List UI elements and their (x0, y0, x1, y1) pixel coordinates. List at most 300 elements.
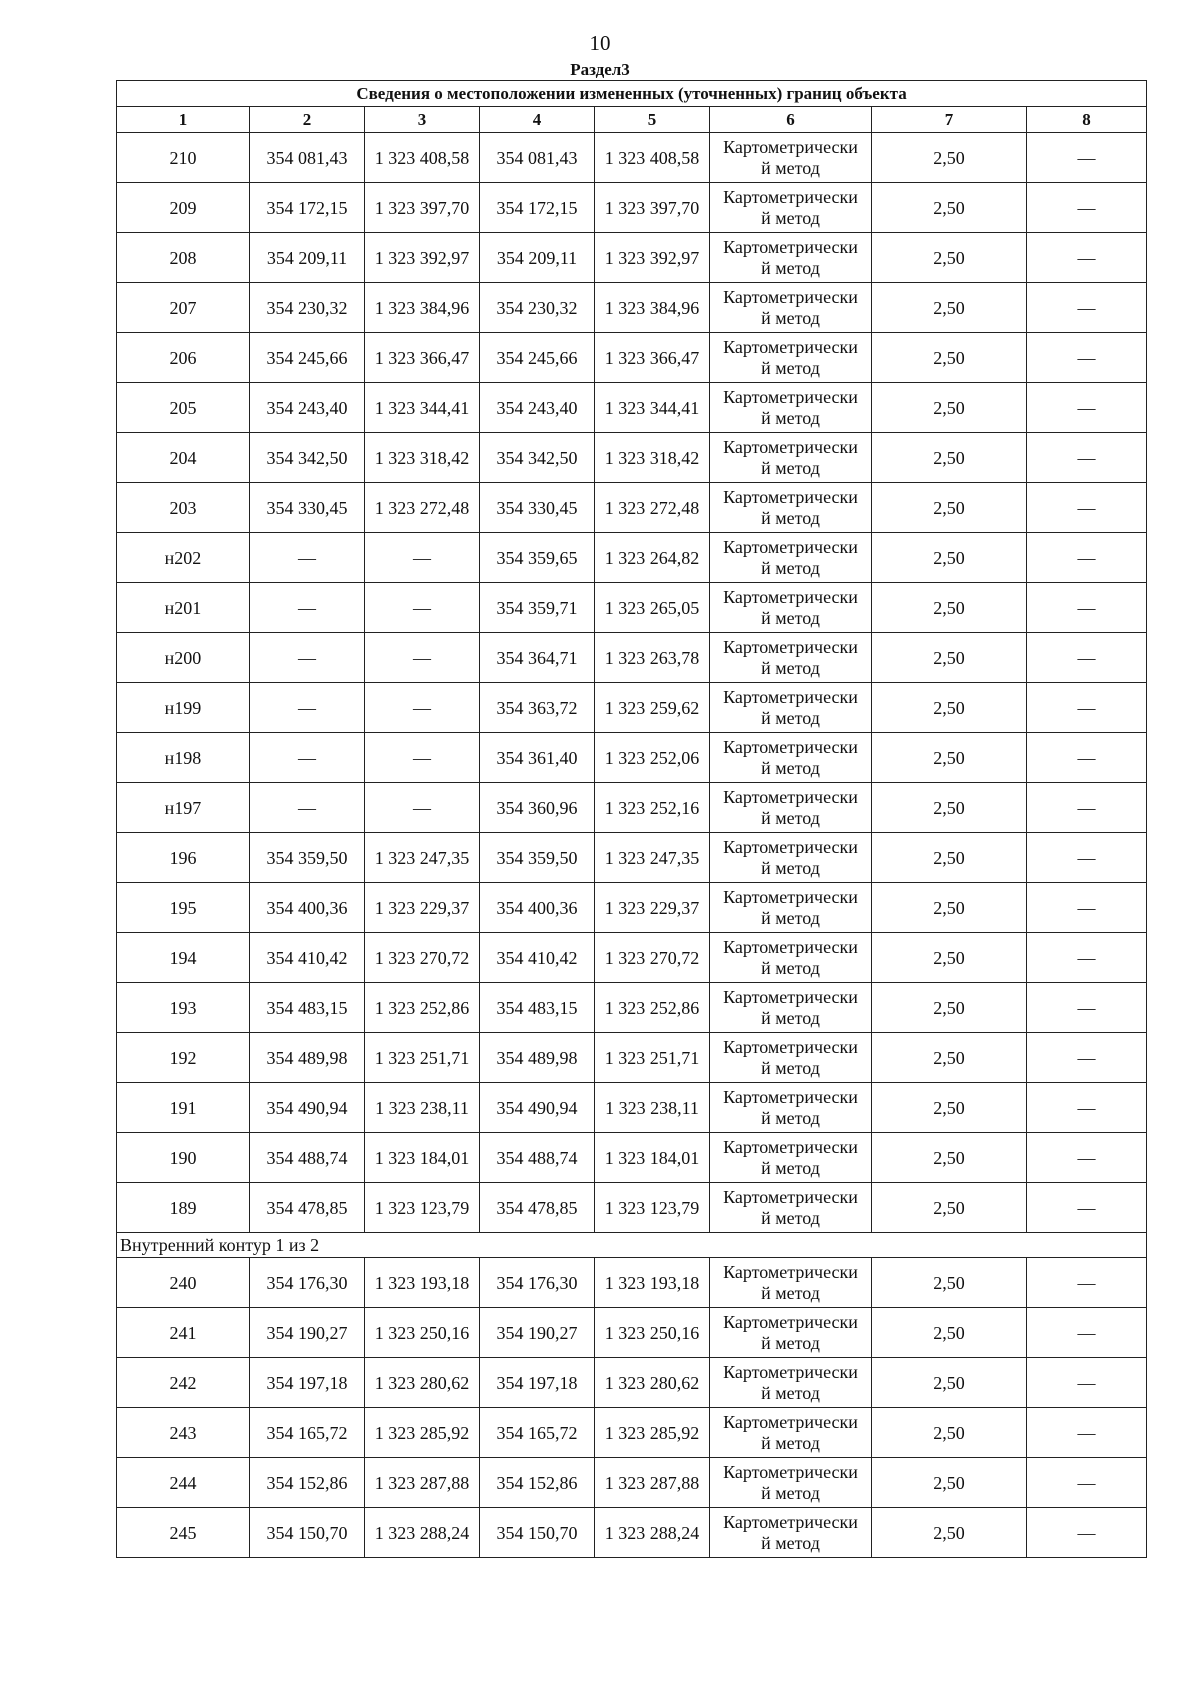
existing-x-cell: 354 176,30 (250, 1258, 365, 1308)
method-line: Картометрически (723, 286, 858, 307)
table-row (117, 133, 1147, 183)
precision-cell: 2,50 (872, 183, 1027, 233)
method-cell (710, 583, 872, 633)
column-number: 6 (710, 107, 872, 133)
column-numbers-row (117, 107, 1147, 133)
method-line: Картометрически (723, 1461, 858, 1482)
new-y-cell: 1 323 272,48 (595, 483, 710, 533)
new-x-cell: 354 400,36 (480, 883, 595, 933)
existing-y-cell: 1 323 251,71 (365, 1033, 480, 1083)
table-row (117, 383, 1147, 433)
existing-x-cell: 354 152,86 (250, 1458, 365, 1508)
note-cell: — (1027, 683, 1147, 733)
method-line: й метод (761, 357, 820, 378)
new-y-cell: 1 323 270,72 (595, 933, 710, 983)
new-y-cell: 1 323 408,58 (595, 133, 710, 183)
point-number-cell: 204 (117, 433, 250, 483)
new-y-cell: 1 323 384,96 (595, 283, 710, 333)
table-caption: Сведения о местоположении измененных (уточненных) границ объекта (117, 81, 1147, 107)
existing-y-cell: — (365, 683, 480, 733)
new-x-cell: 354 230,32 (480, 283, 595, 333)
existing-y-cell: 1 323 288,24 (365, 1508, 480, 1558)
method-cell (710, 783, 872, 833)
precision-cell: 2,50 (872, 1133, 1027, 1183)
existing-x-cell: 354 243,40 (250, 383, 365, 433)
table-row (117, 633, 1147, 683)
column-number: 7 (872, 107, 1027, 133)
table-row (117, 933, 1147, 983)
method-line: Картометрически (723, 686, 858, 707)
precision-cell: 2,50 (872, 133, 1027, 183)
column-number: 5 (595, 107, 710, 133)
method-cell (710, 483, 872, 533)
point-number-cell: 244 (117, 1458, 250, 1508)
existing-y-cell: 1 323 280,62 (365, 1358, 480, 1408)
new-y-cell: 1 323 252,16 (595, 783, 710, 833)
new-y-cell: 1 323 366,47 (595, 333, 710, 383)
method-cell (710, 883, 872, 933)
existing-x-cell: 354 165,72 (250, 1408, 365, 1458)
point-number-cell: н200 (117, 633, 250, 683)
point-number-cell: 207 (117, 283, 250, 333)
new-x-cell: 354 209,11 (480, 233, 595, 283)
point-number-cell: 245 (117, 1508, 250, 1558)
existing-x-cell: 354 190,27 (250, 1308, 365, 1358)
method-line: й метод (761, 957, 820, 978)
note-cell: — (1027, 1258, 1147, 1308)
new-y-cell: 1 323 344,41 (595, 383, 710, 433)
existing-y-cell: 1 323 318,42 (365, 433, 480, 483)
column-number: 1 (117, 107, 250, 133)
method-line: Картометрически (723, 636, 858, 657)
table-row (117, 333, 1147, 383)
point-number-cell: н199 (117, 683, 250, 733)
method-line: й метод (761, 1482, 820, 1503)
inner-contour-rows (117, 1258, 1147, 1558)
existing-y-cell: 1 323 285,92 (365, 1408, 480, 1458)
existing-y-cell: 1 323 238,11 (365, 1083, 480, 1133)
new-x-cell: 354 359,65 (480, 533, 595, 583)
table-row (117, 1358, 1147, 1408)
new-x-cell: 354 172,15 (480, 183, 595, 233)
method-line: й метод (761, 807, 820, 828)
table-row (117, 533, 1147, 583)
table-row (117, 1458, 1147, 1508)
table-row (117, 1508, 1147, 1558)
method-line: Картометрически (723, 436, 858, 457)
method-line: й метод (761, 607, 820, 628)
existing-x-cell: 354 172,15 (250, 183, 365, 233)
existing-x-cell: 354 359,50 (250, 833, 365, 883)
table-row (117, 683, 1147, 733)
new-y-cell: 1 323 318,42 (595, 433, 710, 483)
existing-y-cell: — (365, 583, 480, 633)
point-number-cell: 192 (117, 1033, 250, 1083)
existing-x-cell: 354 230,32 (250, 283, 365, 333)
existing-x-cell: — (250, 583, 365, 633)
new-x-cell: 354 243,40 (480, 383, 595, 433)
note-cell: — (1027, 733, 1147, 783)
new-x-cell: 354 363,72 (480, 683, 595, 733)
table-row (117, 783, 1147, 833)
existing-x-cell: 354 488,74 (250, 1133, 365, 1183)
new-x-cell: 354 165,72 (480, 1408, 595, 1458)
point-number-cell: н197 (117, 783, 250, 833)
existing-x-cell: 354 330,45 (250, 483, 365, 533)
method-line: й метод (761, 157, 820, 178)
new-x-cell: 354 150,70 (480, 1508, 595, 1558)
precision-cell: 2,50 (872, 1508, 1027, 1558)
new-y-cell: 1 323 251,71 (595, 1033, 710, 1083)
existing-x-cell: 354 410,42 (250, 933, 365, 983)
note-cell: — (1027, 933, 1147, 983)
note-cell: — (1027, 333, 1147, 383)
method-line: й метод (761, 857, 820, 878)
method-cell (710, 1458, 872, 1508)
existing-x-cell: 354 209,11 (250, 233, 365, 283)
method-line: Картометрически (723, 186, 858, 207)
precision-cell: 2,50 (872, 1408, 1027, 1458)
method-cell (710, 833, 872, 883)
new-x-cell: 354 330,45 (480, 483, 595, 533)
existing-y-cell: — (365, 533, 480, 583)
note-cell: — (1027, 1183, 1147, 1233)
new-y-cell: 1 323 238,11 (595, 1083, 710, 1133)
existing-y-cell: 1 323 344,41 (365, 383, 480, 433)
method-cell (710, 683, 872, 733)
existing-y-cell: 1 323 270,72 (365, 933, 480, 983)
precision-cell: 2,50 (872, 833, 1027, 883)
existing-x-cell: — (250, 683, 365, 733)
point-number-cell: 190 (117, 1133, 250, 1183)
existing-y-cell: 1 323 397,70 (365, 183, 480, 233)
note-cell: — (1027, 1508, 1147, 1558)
new-y-cell: 1 323 193,18 (595, 1258, 710, 1308)
method-line: й метод (761, 307, 820, 328)
new-x-cell: 354 359,71 (480, 583, 595, 633)
new-x-cell: 354 342,50 (480, 433, 595, 483)
method-cell (710, 1133, 872, 1183)
new-y-cell: 1 323 252,86 (595, 983, 710, 1033)
table-row (117, 183, 1147, 233)
note-cell: — (1027, 533, 1147, 583)
point-number-cell: 243 (117, 1408, 250, 1458)
method-cell (710, 133, 872, 183)
point-number-cell: 195 (117, 883, 250, 933)
method-line: й метод (761, 1332, 820, 1353)
page-number: 10 (589, 31, 611, 55)
existing-y-cell: 1 323 193,18 (365, 1258, 480, 1308)
existing-x-cell: 354 197,18 (250, 1358, 365, 1408)
method-cell (710, 533, 872, 583)
precision-cell: 2,50 (872, 633, 1027, 683)
note-cell: — (1027, 1033, 1147, 1083)
precision-cell: 2,50 (872, 483, 1027, 533)
existing-y-cell: 1 323 384,96 (365, 283, 480, 333)
method-cell (710, 633, 872, 683)
method-line: Картометрически (723, 1136, 858, 1157)
method-line: й метод (761, 1207, 820, 1228)
note-cell: — (1027, 1308, 1147, 1358)
table-row (117, 283, 1147, 333)
table-row (117, 1033, 1147, 1083)
existing-x-cell: 354 342,50 (250, 433, 365, 483)
method-line: Картометрически (723, 536, 858, 557)
precision-cell: 2,50 (872, 883, 1027, 933)
point-number-cell: 196 (117, 833, 250, 883)
method-cell (710, 383, 872, 433)
new-x-cell: 354 361,40 (480, 733, 595, 783)
method-cell (710, 1408, 872, 1458)
table-caption-row (117, 81, 1147, 107)
point-number-cell: 193 (117, 983, 250, 1033)
note-cell: — (1027, 183, 1147, 233)
new-y-cell: 1 323 265,05 (595, 583, 710, 633)
new-x-cell: 354 488,74 (480, 1133, 595, 1183)
new-y-cell: 1 323 184,01 (595, 1133, 710, 1183)
point-number-cell: н201 (117, 583, 250, 633)
table-row (117, 1183, 1147, 1233)
precision-cell: 2,50 (872, 683, 1027, 733)
method-cell (710, 1183, 872, 1233)
method-line: Картометрически (723, 586, 858, 607)
column-number: 2 (250, 107, 365, 133)
existing-y-cell: 1 323 408,58 (365, 133, 480, 183)
point-number-cell: 242 (117, 1358, 250, 1408)
point-number-cell: 206 (117, 333, 250, 383)
method-line: Картометрически (723, 136, 858, 157)
new-x-cell: 354 359,50 (480, 833, 595, 883)
existing-x-cell: 354 489,98 (250, 1033, 365, 1083)
method-line: й метод (761, 657, 820, 678)
table-row (117, 1308, 1147, 1358)
existing-x-cell: 354 400,36 (250, 883, 365, 933)
method-line: Картометрически (723, 786, 858, 807)
precision-cell: 2,50 (872, 1083, 1027, 1133)
method-line: й метод (761, 1107, 820, 1128)
existing-y-cell: 1 323 123,79 (365, 1183, 480, 1233)
column-number: 4 (480, 107, 595, 133)
method-line: й метод (761, 407, 820, 428)
point-number-cell: 209 (117, 183, 250, 233)
new-x-cell: 354 081,43 (480, 133, 595, 183)
table-row (117, 483, 1147, 533)
table-row (117, 833, 1147, 883)
note-cell: — (1027, 133, 1147, 183)
section-title: Раздел3 (570, 60, 630, 79)
existing-y-cell: — (365, 733, 480, 783)
method-line: Картометрически (723, 1186, 858, 1207)
table-row (117, 1133, 1147, 1183)
new-x-cell: 354 245,66 (480, 333, 595, 383)
existing-y-cell: 1 323 366,47 (365, 333, 480, 383)
note-cell: — (1027, 1083, 1147, 1133)
existing-x-cell: 354 081,43 (250, 133, 365, 183)
boundary-coordinates-table (116, 80, 1147, 1558)
method-line: й метод (761, 1007, 820, 1028)
precision-cell: 2,50 (872, 1458, 1027, 1508)
table-row (117, 1258, 1147, 1308)
existing-x-cell: 354 150,70 (250, 1508, 365, 1558)
method-cell (710, 733, 872, 783)
table-row (117, 733, 1147, 783)
new-y-cell: 1 323 263,78 (595, 633, 710, 683)
method-line: й метод (761, 1282, 820, 1303)
existing-x-cell: 354 483,15 (250, 983, 365, 1033)
note-cell: — (1027, 833, 1147, 883)
existing-y-cell: — (365, 783, 480, 833)
new-y-cell: 1 323 229,37 (595, 883, 710, 933)
note-cell: — (1027, 983, 1147, 1033)
precision-cell: 2,50 (872, 733, 1027, 783)
column-number: 8 (1027, 107, 1147, 133)
table-row (117, 1083, 1147, 1133)
note-cell: — (1027, 583, 1147, 633)
method-line: Картометрически (723, 886, 858, 907)
new-y-cell: 1 323 288,24 (595, 1508, 710, 1558)
existing-x-cell: — (250, 633, 365, 683)
method-line: й метод (761, 707, 820, 728)
table-row (117, 583, 1147, 633)
method-line: й метод (761, 257, 820, 278)
table-row (117, 983, 1147, 1033)
point-number-cell: 203 (117, 483, 250, 533)
precision-cell: 2,50 (872, 333, 1027, 383)
precision-cell: 2,50 (872, 1183, 1027, 1233)
method-cell (710, 183, 872, 233)
method-line: Картометрически (723, 736, 858, 757)
new-x-cell: 354 410,42 (480, 933, 595, 983)
method-line: Картометрически (723, 1511, 858, 1532)
method-line: й метод (761, 1157, 820, 1178)
inner-contour-header (117, 1233, 1147, 1258)
existing-y-cell: 1 323 184,01 (365, 1133, 480, 1183)
point-number-cell: н202 (117, 533, 250, 583)
main-contour-rows (117, 133, 1147, 1233)
method-cell (710, 1083, 872, 1133)
new-y-cell: 1 323 259,62 (595, 683, 710, 733)
existing-y-cell: 1 323 229,37 (365, 883, 480, 933)
existing-y-cell: 1 323 247,35 (365, 833, 480, 883)
table-row (117, 433, 1147, 483)
method-cell (710, 1508, 872, 1558)
new-y-cell: 1 323 252,06 (595, 733, 710, 783)
method-line: й метод (761, 757, 820, 778)
new-x-cell: 354 176,30 (480, 1258, 595, 1308)
existing-x-cell: — (250, 533, 365, 583)
new-y-cell: 1 323 123,79 (595, 1183, 710, 1233)
point-number-cell: 241 (117, 1308, 250, 1358)
note-cell: — (1027, 1358, 1147, 1408)
note-cell: — (1027, 383, 1147, 433)
method-line: Картометрически (723, 236, 858, 257)
existing-y-cell: 1 323 287,88 (365, 1458, 480, 1508)
method-cell (710, 1258, 872, 1308)
point-number-cell: 205 (117, 383, 250, 433)
note-cell: — (1027, 1458, 1147, 1508)
method-line: й метод (761, 557, 820, 578)
table-row (117, 883, 1147, 933)
new-y-cell: 1 323 285,92 (595, 1408, 710, 1458)
method-line: й метод (761, 207, 820, 228)
method-line: Картометрически (723, 1086, 858, 1107)
method-line: Картометрически (723, 1311, 858, 1332)
note-cell: — (1027, 1408, 1147, 1458)
contour-label-row (117, 1233, 1147, 1258)
note-cell: — (1027, 1133, 1147, 1183)
note-cell: — (1027, 233, 1147, 283)
new-x-cell: 354 483,15 (480, 983, 595, 1033)
new-y-cell: 1 323 247,35 (595, 833, 710, 883)
method-line: Картометрически (723, 1036, 858, 1057)
method-line: й метод (761, 907, 820, 928)
method-cell (710, 333, 872, 383)
method-cell (710, 1308, 872, 1358)
note-cell: — (1027, 633, 1147, 683)
method-cell (710, 933, 872, 983)
method-line: Картометрически (723, 986, 858, 1007)
existing-x-cell: 354 490,94 (250, 1083, 365, 1133)
existing-x-cell: 354 245,66 (250, 333, 365, 383)
new-x-cell: 354 197,18 (480, 1358, 595, 1408)
method-line: Картометрически (723, 1411, 858, 1432)
precision-cell: 2,50 (872, 933, 1027, 983)
precision-cell: 2,50 (872, 1033, 1027, 1083)
method-line: й метод (761, 1532, 820, 1553)
existing-x-cell: — (250, 783, 365, 833)
existing-y-cell: 1 323 250,16 (365, 1308, 480, 1358)
note-cell: — (1027, 883, 1147, 933)
existing-y-cell: 1 323 392,97 (365, 233, 480, 283)
new-y-cell: 1 323 397,70 (595, 183, 710, 233)
existing-x-cell: — (250, 733, 365, 783)
method-line: й метод (761, 1057, 820, 1078)
new-x-cell: 354 152,86 (480, 1458, 595, 1508)
new-x-cell: 354 364,71 (480, 633, 595, 683)
column-number: 3 (365, 107, 480, 133)
note-cell: — (1027, 483, 1147, 533)
existing-x-cell: 354 478,85 (250, 1183, 365, 1233)
existing-y-cell: 1 323 252,86 (365, 983, 480, 1033)
precision-cell: 2,50 (872, 1358, 1027, 1408)
precision-cell: 2,50 (872, 1258, 1027, 1308)
note-cell: — (1027, 283, 1147, 333)
method-cell (710, 433, 872, 483)
new-x-cell: 354 478,85 (480, 1183, 595, 1233)
point-number-cell: 208 (117, 233, 250, 283)
point-number-cell: 189 (117, 1183, 250, 1233)
existing-y-cell: 1 323 272,48 (365, 483, 480, 533)
new-y-cell: 1 323 264,82 (595, 533, 710, 583)
method-line: Картометрически (723, 836, 858, 857)
method-line: Картометрически (723, 1361, 858, 1382)
new-y-cell: 1 323 250,16 (595, 1308, 710, 1358)
point-number-cell: 194 (117, 933, 250, 983)
new-y-cell: 1 323 392,97 (595, 233, 710, 283)
new-x-cell: 354 490,94 (480, 1083, 595, 1133)
precision-cell: 2,50 (872, 383, 1027, 433)
method-cell (710, 233, 872, 283)
method-cell (710, 983, 872, 1033)
existing-y-cell: — (365, 633, 480, 683)
method-line: Картометрически (723, 486, 858, 507)
note-cell: — (1027, 433, 1147, 483)
new-y-cell: 1 323 280,62 (595, 1358, 710, 1408)
precision-cell: 2,50 (872, 1308, 1027, 1358)
note-cell: — (1027, 783, 1147, 833)
precision-cell: 2,50 (872, 583, 1027, 633)
method-line: й метод (761, 507, 820, 528)
